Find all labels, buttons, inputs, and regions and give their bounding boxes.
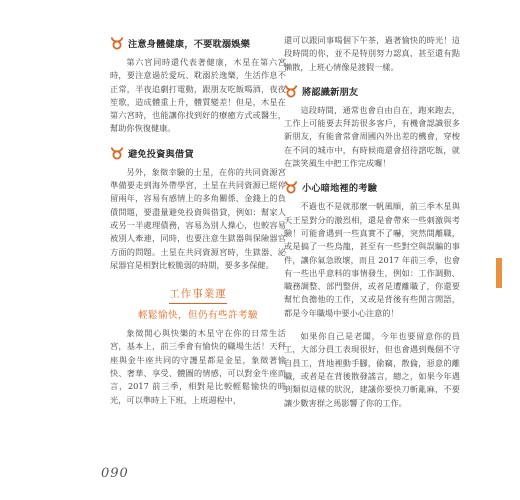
left-column — [110, 34, 286, 417]
fortune-title: 工作事業運 — [169, 286, 227, 304]
section-new-friends-heading — [284, 84, 460, 98]
taurus-icon — [110, 146, 124, 160]
career-fortune-header — [110, 282, 286, 321]
paragraph: 象徵開心與快樂的木星守在你的日常生活宮，基本上，前三季會有愉快的職場生活！天秤座與金牛座共同的守護星都是金星，象徵著愉快、奢華、享受、體圖的情感，可以對金牛座而言，2017 前三季，相對是比較輕鬆愉快的時光，可以準時上下班，上班週程中， — [110, 328, 286, 405]
paragraph: 第六宮同時還代表著健康，木星在第六宮時，要注意過於愛玩、耽溺於逸樂，生活作息不正常，半夜追劇打電動，跟朋友吃飯喝酒，夜夜笙歌，造成體重上升，體質變差！但是，木星在第六宮時，也能讓你找到好的療癒方式或醫生，幫助你恢復健康。 — [110, 57, 286, 134]
section-hidden-tests-heading — [284, 180, 460, 194]
edge-accent-bar — [496, 258, 502, 288]
section-title: 小心暗地裡的考驗 — [302, 183, 378, 195]
taurus-icon — [284, 84, 298, 98]
section-health-heading — [110, 36, 286, 50]
paragraph: 另外，象徵幸驗的土星，在你的共同資源宮準備要走到海外帶學宮，土星在共同資源已經停留兩年，容易有感情上的多角關係、金錢上的負債問題，要盡量避免投資與借貸，例如：幫家人或另一半處理債務，容易為別人操心，也較容易被別人牽連，同時，也要注意生獄器與保險器官方面的問題。土星在共同資源宮時，生獄器、泌尿器官是相對比較脆弱的時期，要多多保健。 — [110, 166, 286, 270]
page-number: 090 — [101, 466, 129, 481]
right-column — [284, 34, 460, 420]
taurus-icon — [110, 36, 124, 50]
section-title: 將認識新朋友 — [302, 86, 359, 98]
taurus-icon — [284, 180, 298, 194]
section-investment-heading — [110, 146, 286, 160]
paragraph: 還可以跟同事喝個下午茶，過著愉快的時光！這段時間的你，並不是特別努力認真，甚至還有點懶散，上班心情像是渡假一樣。 — [284, 35, 460, 72]
paragraph: 不過也不是就那麼一帆風順，前三季木星與天王星對分的激烈相，還是會帶來一些刺激與考驗！可能會遇到一些真實不了嚇，突然間離職，或是搞了一些烏龍，甚至有一些對空與誤騙的事件，讓你氣急敗壞，而且 2017 年前三季，也會有一些出乎意料的事情發生，例如：工作調動、職務調整、部門整併，或者是遭離職了，你還要幫忙負擔他的工作，又或是背後有些閒言閒語，都是今年職場中要小心注意的！ — [284, 201, 460, 318]
paragraph: 這段時間，通常也會自由自在，跑來跑去，工作上可能要去拜訪很多客戶，有機會認識很多新朋友，有能會常會周國內外出差的機會，穿梭在不同的城市中，有時候商還會招待諮吃飯，就在談笑風生中把工作完成囉！ — [284, 104, 460, 169]
paragraph: 如果你自己是老闆，今年也要留意你的員工，大部分員工表現很好，但也會遇到幾個不守自員工，背地裡動手腳，偷竊，散倫，惡意的離職，或者是在背後散發謠言，總之，如果今年遇到類似這樣的狀況，建議你要快刀斬亂麻，不要讓少數害群之馬影響了你的工作。 — [284, 331, 460, 408]
section-title: 注意身體健康，不要耽溺娛樂 — [128, 39, 251, 50]
section-title: 避免投資與借貸 — [128, 148, 194, 160]
fortune-subtitle: 輕鬆愉快，但仍有些許考驗 — [137, 310, 258, 322]
